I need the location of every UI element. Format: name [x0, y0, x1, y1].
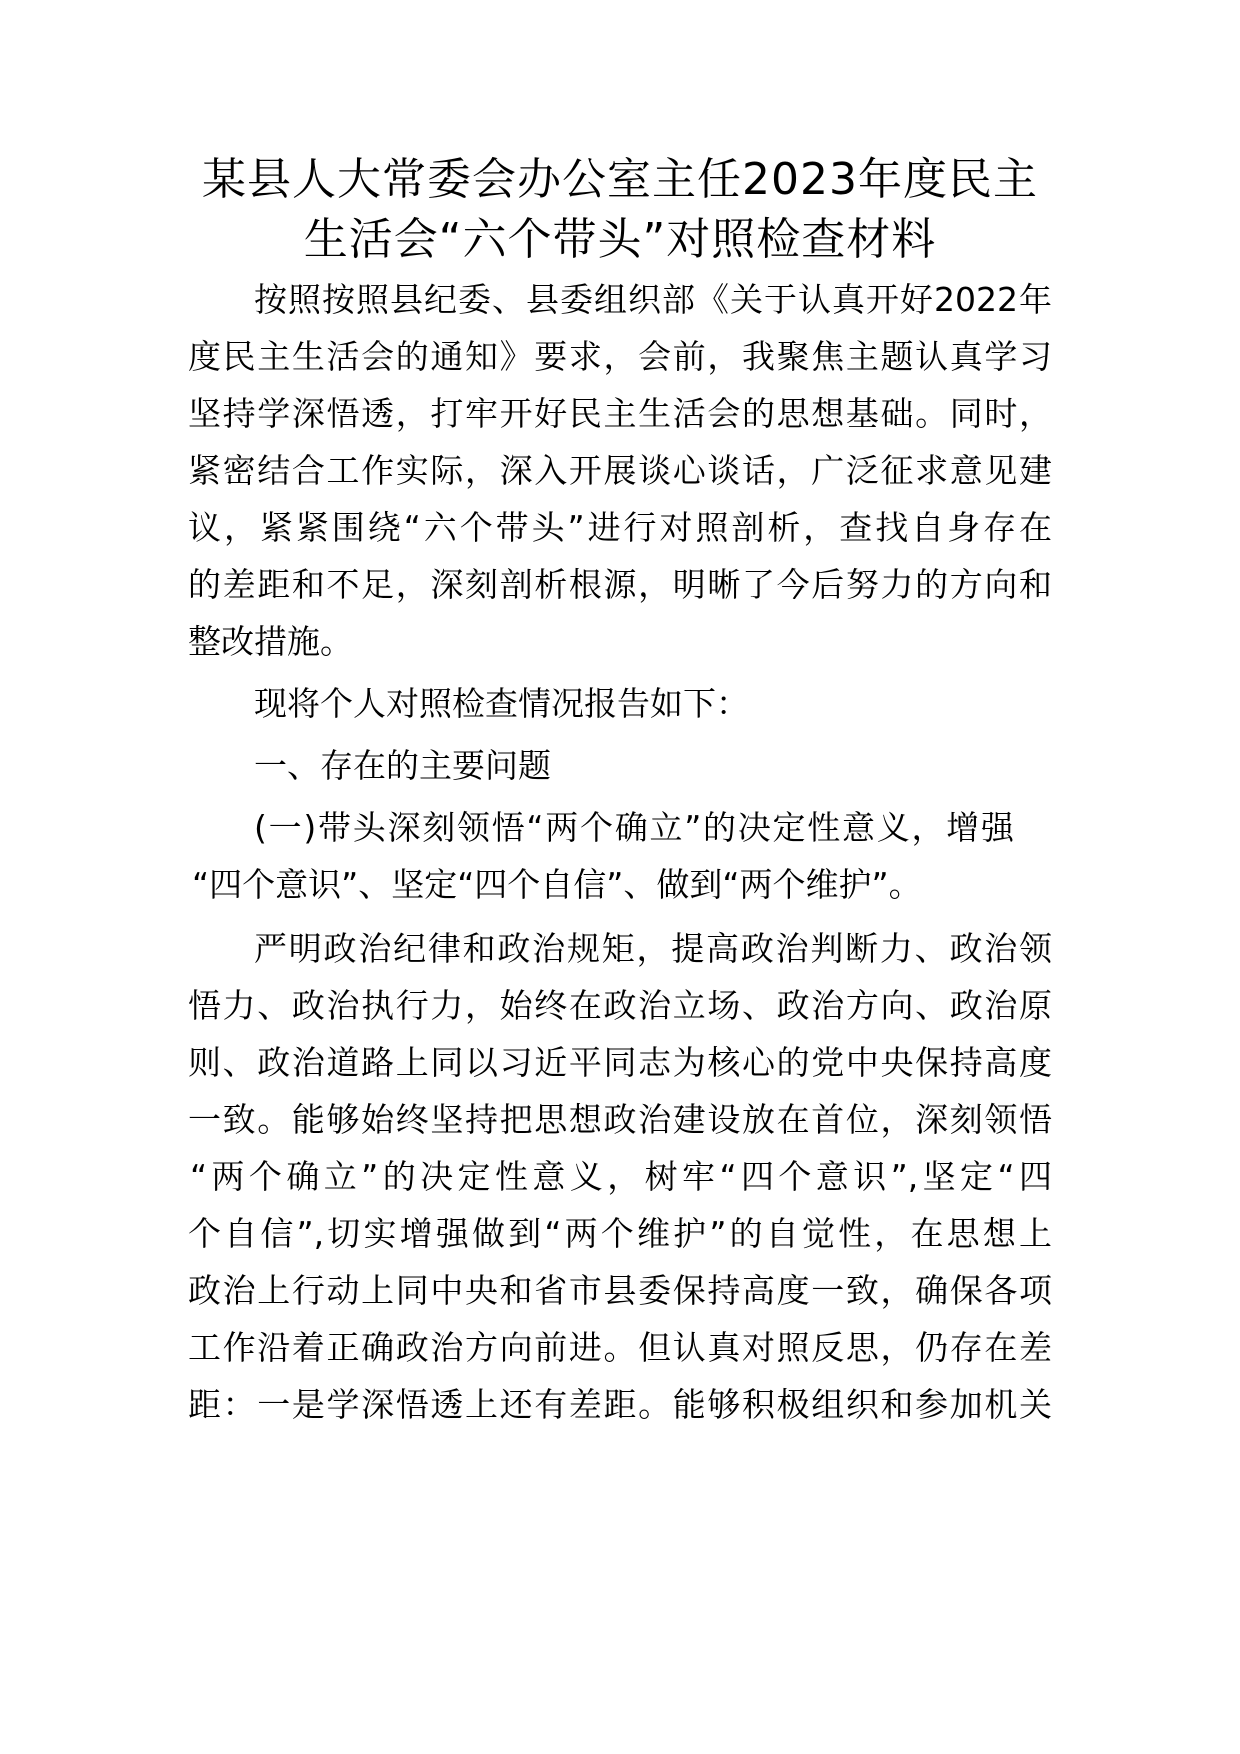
paragraph-3-line-4: 一致。能够始终坚持把思想政治建设放在首位，深刻领悟 [188, 1100, 1052, 1139]
subsection-1-heading-line-2: “四个意识”、坚定“四个自信”、做到“两个维护”。 [192, 865, 922, 904]
paragraph-3-line-8: 工作沿着正确政治方向前进。但认真对照反思，仍存在差 [188, 1328, 1052, 1367]
document-title-line-1: 某县人大常委会办公室主任2023年度民主 [202, 154, 1038, 205]
paragraph-1-line-3: 坚持学深悟透，打牢开好民主生活会的思想基础。同时， [188, 394, 1052, 433]
paragraph-3-line-9: 距：一是学深悟透上还有差距。能够积极组织和参加机关 [188, 1385, 1052, 1424]
paragraph-1-line-5: 议，紧紧围绕“六个带头”进行对照剖析，查找自身存在 [188, 508, 1052, 547]
subsection-1-heading-line-1: (一)带头深刻领悟“两个确立”的决定性意义，增强 [254, 808, 1014, 847]
section-1-heading: 一、存在的主要问题 [254, 746, 551, 785]
paragraph-3-line-7: 政治上行动上同中央和省市县委保持高度一致，确保各项 [188, 1271, 1052, 1310]
paragraph-1-line-6: 的差距和不足，深刻剖析根源，明晰了今后努力的方向和 [188, 565, 1052, 604]
paragraph-3-line-5: “两个确立”的决定性意义，树牢“四个意识”,坚定“四 [190, 1157, 1052, 1196]
paragraph-1-line-4: 紧密结合工作实际，深入开展谈心谈话，广泛征求意见建 [188, 451, 1052, 490]
paragraph-2: 现将个人对照检查情况报告如下： [254, 684, 749, 723]
paragraph-1-line-2: 度民主生活会的通知》要求，会前，我聚焦主题认真学习 [188, 337, 1052, 376]
paragraph-1-line-7: 整改措施。 [188, 622, 353, 661]
document-title-line-2: 生活会“六个带头”对照检查材料 [303, 214, 937, 265]
paragraph-3-line-2: 悟力、政治执行力，始终在政治立场、政治方向、政治原 [188, 986, 1052, 1025]
paragraph-3-line-1: 严明政治纪律和政治规矩，提高政治判断力、政治领 [254, 929, 1052, 968]
paragraph-3-line-6: 个自信”,切实增强做到“两个维护”的自觉性，在思想上 [188, 1214, 1052, 1253]
paragraph-3-line-3: 则、政治道路上同以习近平同志为核心的党中央保持高度 [188, 1043, 1052, 1082]
paragraph-1-line-1: 按照按照县纪委、县委组织部《关于认真开好2022年 [254, 280, 1052, 319]
